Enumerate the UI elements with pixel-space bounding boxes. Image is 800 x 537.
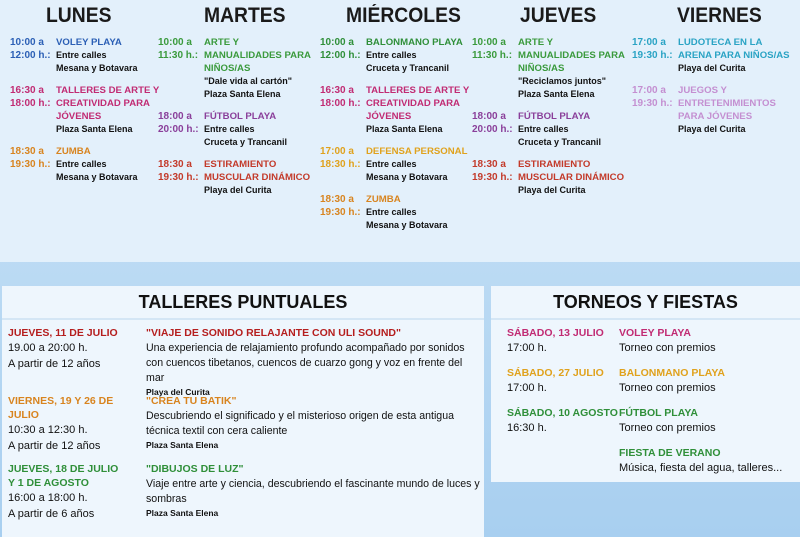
taller-info	[146, 462, 482, 519]
column-jueves	[472, 36, 632, 206]
fiesta-name: FIESTA DE VERANO	[619, 447, 721, 459]
day-title-lunes: LUNES	[46, 4, 112, 27]
event-place: Entre calles Cruceta y Trancanil	[518, 124, 602, 147]
taller-title: "CREA TU BATIK"	[146, 395, 237, 407]
taller-time: 16:00 a 18:00 h.	[8, 492, 88, 504]
event-activity: DEFENSA PERSONAL	[366, 146, 468, 157]
torneo-date: SÁBADO, 27 JULIO	[507, 367, 604, 379]
event-time: 10:00 a 11:30 h.:	[472, 37, 513, 61]
taller-title: "VIAJE DE SONIDO RELAJANTE CON ULI SOUND"	[146, 327, 401, 339]
fiesta-item	[619, 446, 800, 476]
event-time: 18:30 a 19:30 h.:	[158, 159, 199, 183]
event-body	[366, 84, 472, 136]
event-time: 10:00 a 12:00 h.:	[320, 37, 361, 61]
event-activity: ARTE Y MANUALIDADES PARA NIÑOS/AS	[204, 37, 311, 74]
torneo-date: SÁBADO, 10 AGOSTO	[507, 407, 618, 419]
event-body	[518, 158, 632, 197]
event-time: 18:30 a 19:30 h.:	[10, 146, 51, 170]
event-body	[56, 36, 160, 75]
taller-date: JUEVES, 18 DE JULIO Y 1 DE AGOSTO	[8, 463, 119, 489]
torneo-info	[619, 406, 799, 436]
talleres-panel	[2, 286, 484, 537]
event-body	[518, 110, 632, 149]
torneo-name: VOLEY PLAYA	[619, 327, 691, 339]
event-body	[678, 36, 798, 75]
taller-when	[8, 462, 144, 522]
torneo-name: BALONMANO PLAYA	[619, 367, 725, 379]
event-body	[366, 145, 472, 184]
event-time: 18:00 a 20:00 h.:	[158, 111, 199, 135]
talleres-title: TALLERES PUNTUALES	[2, 286, 484, 320]
event-place: Playa del Curita	[518, 185, 586, 195]
event-activity: BALONMANO PLAYA	[366, 37, 463, 48]
event-activity: FÚTBOL PLAYA	[204, 111, 277, 122]
taller-desc: Descubriendo el significado y el misterioso origen de esta antigua técnica textil con cera caliente	[146, 410, 454, 437]
event-body	[366, 193, 472, 232]
event-activity: TALLERES DE ARTE Y CREATIVIDAD PARA JÓVENES	[56, 85, 160, 122]
schedule-event	[632, 36, 798, 75]
event-place: Playa del Curita	[678, 124, 746, 134]
torneo-info	[619, 366, 799, 396]
taller-info	[146, 326, 482, 398]
event-place: Entre calles Mesana y Botavara	[366, 207, 448, 230]
taller-age: A partir de 6 años	[8, 508, 95, 520]
event-time: 16:30 a 18:00 h.:	[320, 85, 361, 109]
event-body	[56, 84, 160, 136]
schedule-event	[10, 84, 160, 136]
event-activity: LUDOTECA EN LA ARENA PARA NIÑOS/AS	[678, 37, 790, 61]
event-time: 18:30 a 19:30 h.:	[320, 194, 361, 218]
schedule-event	[158, 158, 316, 197]
schedule-event	[472, 110, 632, 149]
event-place: Playa del Curita	[678, 63, 746, 73]
event-time: 17:00 a 19:30 h.:	[632, 85, 673, 109]
torneo-item	[507, 406, 800, 446]
fiesta-desc: Música, fiesta del agua, talleres...	[619, 462, 783, 474]
event-place: Playa del Curita	[204, 185, 272, 195]
event-body	[204, 158, 316, 197]
taller-time: 19.00 a 20:00 h.	[8, 342, 88, 354]
taller-item	[8, 394, 484, 462]
event-body	[204, 36, 316, 101]
taller-age: A partir de 12 años	[8, 358, 101, 370]
column-lunes	[10, 36, 160, 193]
event-body	[518, 36, 632, 101]
day-title-miercoles: MIÉRCOLES	[346, 4, 461, 27]
event-activity: ARTE Y MANUALIDADES PARA NIÑOS/AS	[518, 37, 625, 74]
event-place: Plaza Santa Elena	[366, 124, 443, 134]
torneo-date: SÁBADO, 13 JULIO	[507, 327, 604, 339]
taller-place: Plaza Santa Elena	[146, 508, 219, 518]
taller-desc: Viaje entre arte y ciencia, descubriendo el fascinante mundo de luces y sombras	[146, 478, 480, 505]
event-time: 18:30 a 19:30 h.:	[472, 159, 513, 183]
taller-when	[8, 394, 144, 454]
torneos-list	[507, 326, 800, 476]
torneo-info	[619, 326, 799, 356]
taller-place: Playa del Curita	[146, 387, 210, 397]
event-place: Entre calles Mesana y Botavara	[366, 159, 448, 182]
column-viernes	[632, 36, 798, 145]
schedule-event	[320, 193, 472, 232]
taller-info	[146, 394, 482, 451]
schedule-event	[158, 36, 316, 101]
taller-place: Plaza Santa Elena	[146, 440, 219, 450]
taller-item	[8, 326, 484, 397]
column-miercoles	[320, 36, 472, 241]
torneo-time: 17:00 h.	[507, 342, 547, 354]
torneos-title: TORNEOS Y FIESTAS	[491, 286, 800, 320]
taller-title: "DIBUJOS DE LUZ"	[146, 463, 244, 475]
event-activity: ESTIRAMIENTO MUSCULAR DINÁMICO	[204, 159, 311, 183]
torneo-item	[507, 366, 800, 406]
torneo-when	[507, 326, 619, 356]
torneo-name: FÚTBOL PLAYA	[619, 407, 698, 419]
event-activity: TALLERES DE ARTE Y CREATIVIDAD PARA JÓVENES	[366, 85, 470, 122]
day-title-jueves: JUEVES	[520, 4, 597, 27]
schedule-event	[320, 84, 472, 136]
schedule-event	[10, 145, 160, 184]
event-place: Plaza Santa Elena	[56, 124, 133, 134]
schedule-event	[158, 110, 316, 149]
column-martes	[158, 36, 316, 206]
event-activity: VOLEY PLAYA	[56, 37, 122, 48]
talleres-list	[8, 326, 484, 532]
event-time: 10:00 a 11:30 h.:	[158, 37, 199, 61]
taller-desc: Una experiencia de relajamiento profundo acompañado por sonidos con cuencos tibetanos, cuencos de cuarzo gong y voz en frente del mar	[146, 342, 465, 384]
event-activity: ESTIRAMIENTO MUSCULAR DINÁMICO	[518, 159, 625, 183]
event-activity: JUEGOS Y ENTRETENIMIENTOS PARA JÓVENES	[678, 85, 776, 122]
event-time: 18:00 a 20:00 h.:	[472, 111, 513, 135]
taller-age: A partir de 12 años	[8, 440, 101, 452]
schedule-event	[10, 36, 160, 75]
event-place: "Dale vida al cartón" Plaza Santa Elena	[204, 76, 293, 99]
event-activity: ZUMBA	[366, 194, 401, 205]
event-activity: ZUMBA	[56, 146, 91, 157]
event-body	[204, 110, 316, 149]
torneo-desc: Torneo con premios	[619, 382, 716, 394]
taller-when	[8, 326, 144, 372]
schedule-event	[472, 158, 632, 197]
torneo-desc: Torneo con premios	[619, 342, 716, 354]
taller-item	[8, 462, 484, 532]
event-body	[366, 36, 472, 75]
schedule-event	[472, 36, 632, 101]
event-place: Entre calles Cruceta y Trancanil	[366, 50, 450, 73]
schedule-event	[632, 84, 798, 136]
weekly-schedule	[0, 0, 800, 262]
event-body	[678, 84, 798, 136]
torneo-item	[507, 326, 800, 366]
torneos-panel	[491, 286, 800, 482]
schedule-event	[320, 36, 472, 75]
event-body	[56, 145, 160, 184]
schedule-event	[320, 145, 472, 184]
torneo-time: 16:30 h.	[507, 422, 547, 434]
torneo-when	[507, 366, 619, 396]
day-title-viernes: VIERNES	[677, 4, 762, 27]
event-place: Entre calles Cruceta y Trancanil	[204, 124, 288, 147]
event-place: Entre calles Mesana y Botavara	[56, 159, 138, 182]
event-time: 10:00 a 12:00 h.:	[10, 37, 51, 61]
taller-time: 10:30 a 12:30 h.	[8, 424, 88, 436]
torneo-when	[507, 406, 619, 436]
event-time: 17:00 a 19:30 h.:	[632, 37, 673, 61]
event-activity: FÚTBOL PLAYA	[518, 111, 591, 122]
event-place: "Reciclamos juntos" Plaza Santa Elena	[518, 76, 607, 99]
taller-date: JUEVES, 11 DE JULIO	[8, 327, 118, 339]
event-place: Entre calles Mesana y Botavara	[56, 50, 138, 73]
day-title-martes: MARTES	[204, 4, 286, 27]
event-time: 16:30 a 18:00 h.:	[10, 85, 51, 109]
torneo-time: 17:00 h.	[507, 382, 547, 394]
event-time: 17:00 a 18:30 h.:	[320, 146, 361, 170]
torneo-desc: Torneo con premios	[619, 422, 716, 434]
taller-date: VIERNES, 19 Y 26 DE JULIO	[8, 395, 114, 421]
